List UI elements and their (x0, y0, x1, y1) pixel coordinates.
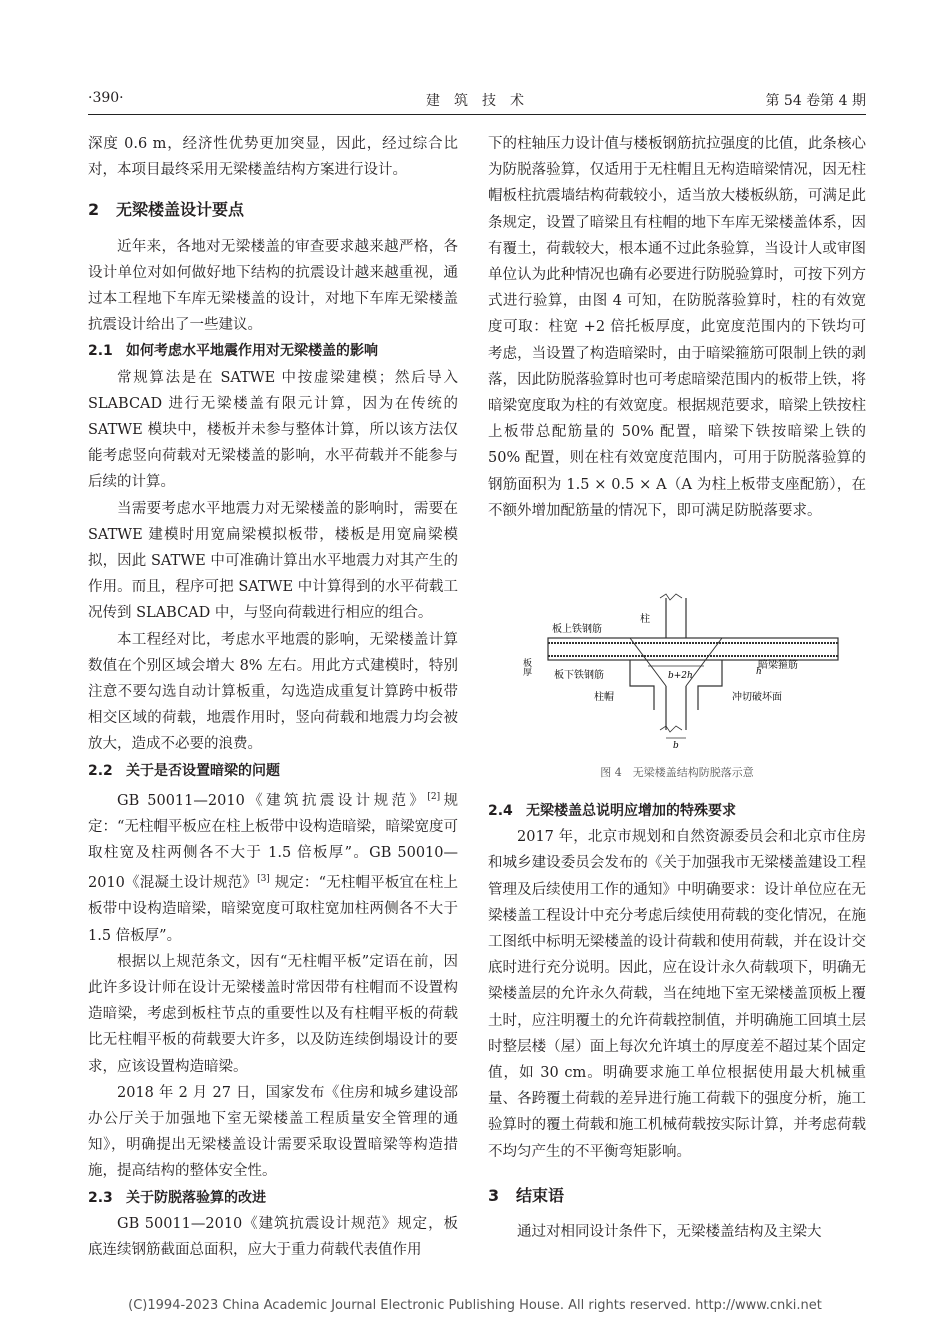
label-stirrup: 暗梁箍筋 (758, 660, 798, 671)
section-title: 结束语 (516, 1185, 565, 1205)
journal-title: 建 筑 技 术 (426, 93, 524, 109)
label-top-bar: 板上铁钢筋 (552, 624, 602, 635)
figure-caption: 图 4 无梁楼盖结构防脱落示意 (600, 766, 754, 779)
header-rule (88, 114, 866, 115)
label-thickness: 板厚 (521, 658, 531, 676)
label-cap: 柱帽 (594, 692, 614, 703)
text: 规定：“无柱帽平板应在柱上板带中设构造暗梁，暗梁宽度可取柱宽及柱两侧各不大于 1.5 倍板厚”。GB 50010—2010《混凝土设计规范》 (88, 792, 459, 892)
paragraph: 当需要考虑水平地震力对无梁楼盖的影响时，需要在 SATWE 建模时用宽扁梁模拟板带，楼板是用宽扁梁模拟，因此 SATWE 中可准确计算出水平地震力对其产生的作用。而且，程序可把 SATWE 中计算得到的水平荷载工况传到 SLABCAD 中，与竖向荷载进行相应的组合。 (88, 500, 458, 622)
paragraph: 下的柱轴压力设计值与楼板钢筋抗拉强度的比值，此条核心为防脱落验算，仅适用于无柱帽且无构造暗梁情况，因无柱帽板柱抗震墙结构荷载较小，适当放大楼板纵筋，可满足此条规定，设置了暗梁且有柱帽的地下车库无梁楼盖体系，因有覆土，荷载较大，根本通不过此条验算，当设计人或审图单位认为此种情况也确有必要进行防脱验算时，可按下列方式进行验算，由图 4 可知，在防脱落验算时，柱的有效宽度可取：柱宽 +2 倍托板厚度，此宽度范围内的下铁均可考虑，当设置了构造暗梁时，由于暗梁箍筋可限制上铁的剥落，因此防脱落验算时也可考虑暗梁范围内的板带上铁，将暗梁宽度取为柱的有效宽度。根据规范要求，暗梁上铁按柱上板带总配筋量的 50% 配置，暗梁下铁按暗梁上铁的 50% 配置，则在柱有效宽度范围内，可用于防脱落验算的钢筋面积为 1.5 × 0.5 × A（A 为柱上板带支座配筋），在不额外增加配筋量的情况下，即可满足防脱落要求。 (488, 136, 866, 519)
issue-info: 第 54 卷第 4 期 (765, 93, 866, 109)
right-column-bottom (488, 798, 866, 1245)
section-title: 关于防脱落验算的改进 (126, 1189, 266, 1206)
section-title: 如何考虑水平地震作用对无梁楼盖的影响 (126, 343, 378, 360)
paragraph: 根据以上规范条文，因有“无柱帽平板”定语在前，因此许多设计师在设计无梁楼盖时常因带有柱帽而不设置构造暗梁，考虑到板柱节点的重要性以及有柱帽平板的荷载比无柱帽平板的荷载要大许多，以及防连续倒塌设计的要求，应该设置构造暗梁。 (88, 953, 458, 1075)
left-column (88, 131, 458, 1263)
section-title: 无梁楼盖设计要点 (116, 200, 245, 220)
section-2-2-heading (88, 758, 458, 784)
text: 规定：“无柱帽平板宜在柱上板带中设构造暗梁，暗梁宽度可取柱宽加柱两侧各不大于 1.5 倍板厚”。 (88, 875, 458, 944)
section-number: 2.1 (88, 343, 113, 360)
label-b2h: b+2h (668, 671, 693, 681)
section-2-1-heading (88, 338, 458, 364)
section-2-heading (88, 197, 458, 223)
text: GB 50011—2010《建筑抗震设计规范》 (117, 792, 428, 809)
copyright-footer: (C)1994-2023 China Academic Journal Electronic Publishing House. All rights reserved. http://www.cnki.net (128, 1298, 822, 1313)
citation-ref: [3] (257, 874, 270, 885)
right-column-top (488, 131, 866, 524)
section-number: 2.4 (488, 803, 513, 819)
section-2-4-heading (488, 798, 866, 824)
label-punch: 冲切破坏面 (732, 692, 782, 703)
paragraph: 本工程经对比，考虑水平地震的影响，无梁楼盖计算数值在个别区域会增大 8% 左右。用此方式建模时，特别注意不要勾选自动计算板重，勾选造成重复计算跨中板带相交区域的荷载，地震作用时，竖向荷载和地震力均会被放大，造成不必要的浪费。 (88, 631, 458, 753)
section-3-heading (488, 1183, 866, 1209)
punching-plane (630, 638, 666, 686)
figure-4-diagram (518, 590, 878, 750)
section-number: 2.2 (88, 762, 113, 779)
column-cap (698, 660, 722, 710)
paragraph: 通过对相同设计条件下，无梁楼盖结构及主梁大 (517, 1224, 822, 1241)
section-number: 3 (488, 1185, 500, 1205)
section-number: 2.3 (88, 1189, 113, 1206)
paragraph (88, 784, 458, 949)
label-h: h (756, 667, 762, 677)
section-number: 2 (88, 200, 100, 220)
paragraph: 近年来，各地对无梁楼盖的审查要求越来越严格，各设计单位对如何做好地下结构的抗震设计越来越重视，通过本工程地下车库无梁楼盖的设计，对地下车库无梁楼盖抗震设计给出了一些建议。 (88, 238, 458, 334)
section-title: 关于是否设置暗梁的问题 (126, 762, 280, 779)
paragraph: 2017 年，北京市规划和自然资源委员会和北京市住房和城乡建设委员会发布的《关于加强我市无梁楼盖建设工程管理及后续使用工作的通知》中明确要求：设计单位应在无梁楼盖工程设计中充分考虑后续使用荷载的变化情况，在施工图纸中标明无梁楼盖的设计荷载和使用荷载，并在设计交底时进行充分说明。因此，应在设计永久荷载项下，明确无梁楼盖层的允许永久荷载，当在纯地下室无梁楼盖顶板上覆土时，应注明覆土的允许荷载控制值，并明确施工回填土层时整层楼（屋）面上每次允许填土的厚度差不超过某个固定值，如 30 cm。明确要求施工单位根据使用最大机械重量、各跨覆土荷载的差异进行施工荷载下的强度分析，施工验算时的覆土荷载和施工机械荷载按实际计算，并考虑荷载不均匀产生的不平衡弯矩影响。 (488, 829, 866, 1160)
label-column: 柱 (640, 614, 650, 625)
section-2-3-heading (88, 1185, 458, 1211)
section-title: 无梁楼盖总说明应增加的特殊要求 (526, 803, 736, 819)
break-mark (660, 594, 682, 600)
paragraph: 常规算法是在 SATWE 中按虚梁建模；然后导入 SLABCAD 进行无梁楼盖有限元计算，因为在传统的 SATWE 模块中，楼板并未参与整体计算，所以该方法仅能考虑竖向荷载对无梁楼盖的影响，水平荷载并不能参与后续的计算。 (88, 369, 458, 491)
paragraph: GB 50011—2010《建筑抗震设计规范》规定，板底连续钢筋截面总面积，应大于重力荷载代表值作用 (88, 1215, 458, 1258)
paragraph: 2018 年 2 月 27 日，国家发布《住房和城乡建设部办公厅关于加强地下室无梁楼盖工程质量安全管理的通知》，明确提出无梁楼盖设计需要采取设置暗梁等构造措施，提高结构的整体安全性。 (88, 1084, 458, 1180)
label-b: b (673, 741, 679, 750)
column-cap (630, 660, 654, 710)
page-number: ·390· (88, 90, 124, 106)
label-bottom-bar: 板下铁钢筋 (554, 670, 604, 681)
paragraph: 深度 0.6 m，经济性优势更加突显，因此，经过综合比对，本项目最终采用无梁楼盖结构方案进行设计。 (88, 136, 458, 179)
break-mark (660, 726, 682, 732)
citation-ref: [2] (427, 791, 441, 802)
